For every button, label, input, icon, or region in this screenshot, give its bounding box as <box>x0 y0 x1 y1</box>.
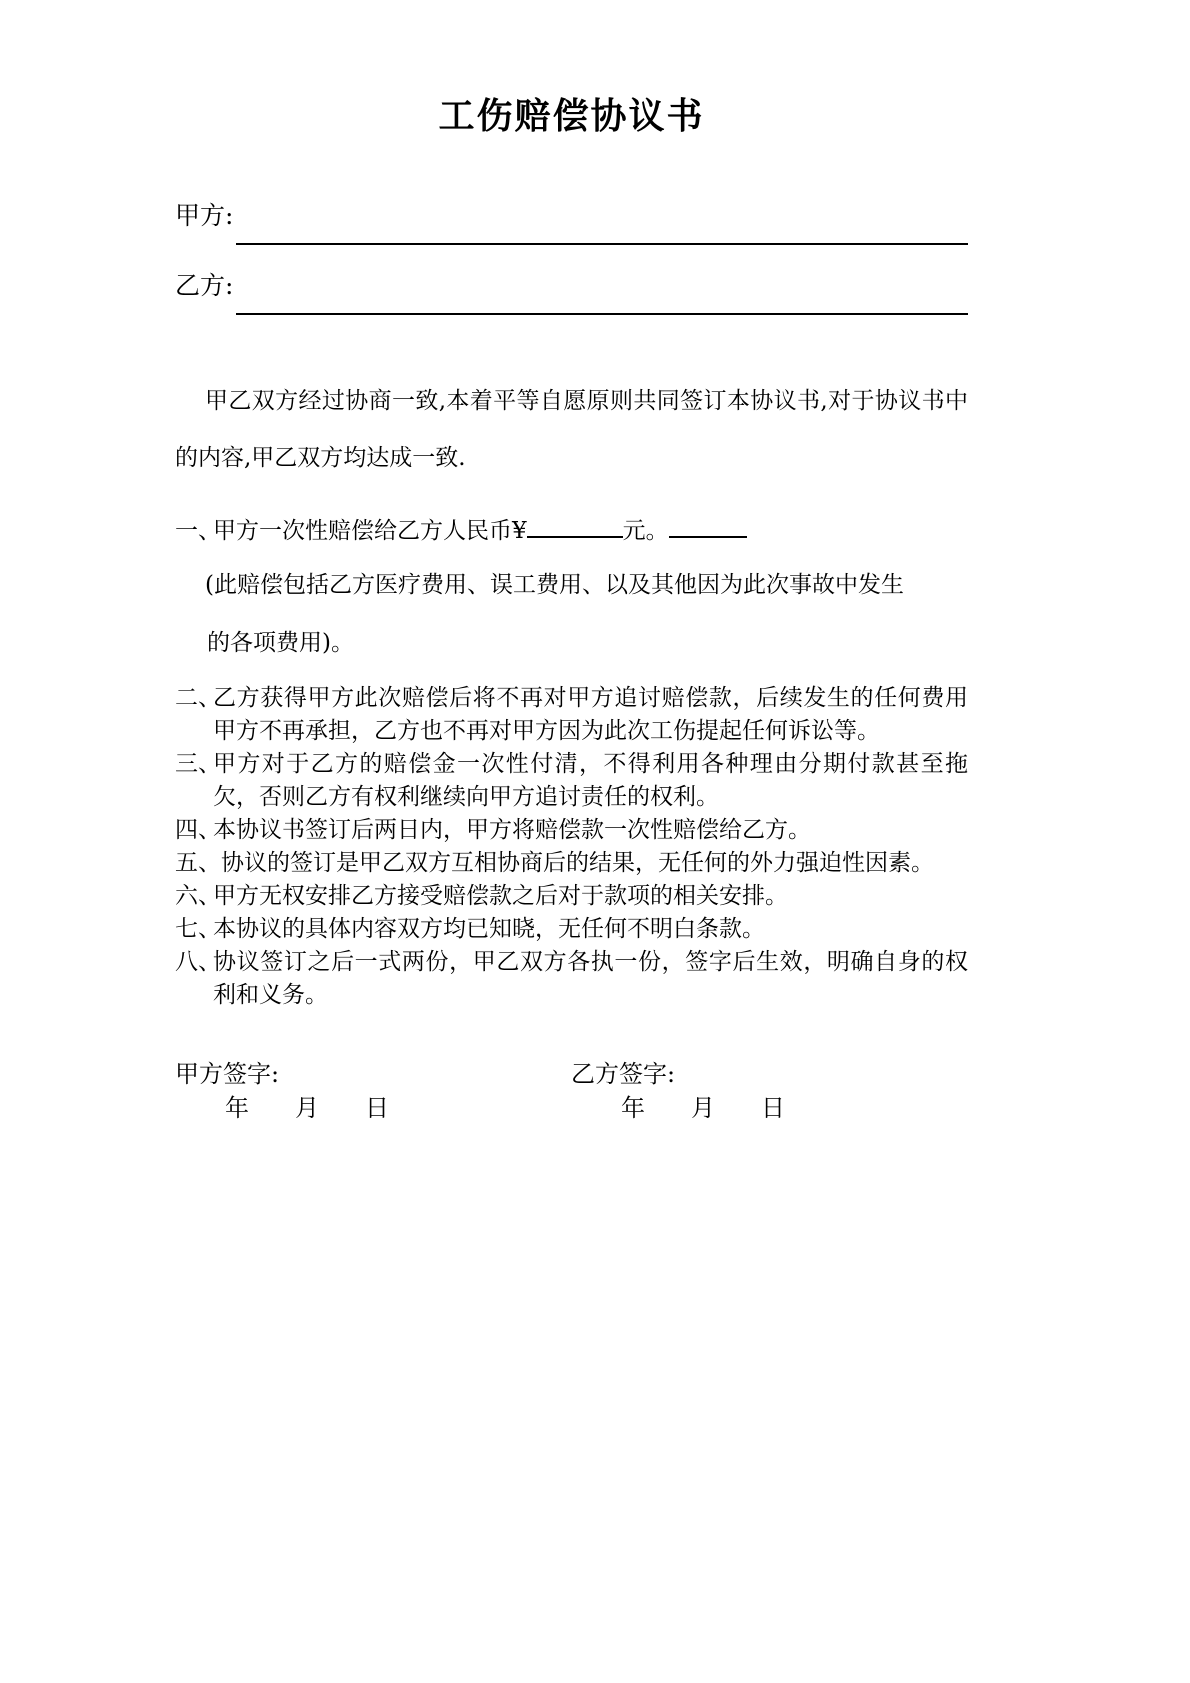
clause-one-note <box>175 556 968 672</box>
clause-one-number: 一、 <box>175 518 221 544</box>
clause-one-text: 甲方一次性赔偿给乙方人民币¥ <box>213 518 527 544</box>
clause-item-6-text: 甲方无权安排乙方接受赔偿款之后对于款项的相关安排。 <box>213 883 788 909</box>
clause-item-5-number: 五、 <box>175 850 221 876</box>
clause-item-2-number: 二、 <box>175 685 221 711</box>
clause-item-2 <box>175 682 968 748</box>
clause-item-5-text: 协议的签订是甲乙双方互相协商后的结果，无任何的外力强迫性因素。 <box>221 850 934 876</box>
clause-one-note-line2: 的各项费用)。 <box>207 630 354 656</box>
clause-item-8-text: 协议签订之后一式两份，甲乙双方各执一份，签字后生效，明确自身的权利和义务。 <box>213 949 968 1008</box>
clause-one-unit: 元。 <box>622 518 669 544</box>
clause-item-8 <box>175 946 968 1012</box>
party-b-signature-label: 乙方签字: <box>571 1060 676 1088</box>
clause-item-7-text: 本协议的具体内容双方均已知晓，无任何不明白条款。 <box>213 916 765 942</box>
party-b-blank-line <box>236 271 968 315</box>
clause-item-4-number: 四、 <box>175 817 221 843</box>
clause-item-7 <box>175 913 968 946</box>
clause-list <box>175 682 968 1012</box>
clause-one-note-line1: (此赔偿包括乙方医疗费用、误工费用、以及其他因为此次事故中发生 <box>205 572 904 598</box>
clause-item-3-text: 甲方对于乙方的赔偿金一次性付清，不得利用各种理由分期付款甚至拖欠，否则乙方有权利继续向甲方追讨责任的权利。 <box>213 751 968 810</box>
clause-item-5 <box>175 847 968 880</box>
amount-blank-line <box>527 513 623 538</box>
party-a-date-line <box>175 1092 571 1124</box>
party-b-month-label: 月 <box>691 1094 715 1122</box>
party-a-day-label: 日 <box>365 1094 389 1122</box>
clause-item-3-number: 三、 <box>175 751 221 777</box>
document-title: 工伤赔偿协议书 <box>438 95 705 137</box>
clause-item-8-number: 八、 <box>175 949 221 975</box>
party-a-blank-line <box>236 201 968 245</box>
party-b-signature-column <box>571 1058 831 1124</box>
clause-one <box>175 510 968 552</box>
party-b-field <box>175 271 968 315</box>
clause-item-4 <box>175 814 968 847</box>
party-b-date-line <box>571 1092 831 1124</box>
signature-section <box>175 1058 968 1124</box>
intro-paragraph: 甲乙双方经过协商一致,本着平等自愿原则共同签订本协议书,对于协议书中的内容,甲乙双方均达成一致. <box>175 388 968 471</box>
party-a-signature-label: 甲方签字: <box>175 1060 280 1088</box>
clause-item-7-number: 七、 <box>175 916 221 942</box>
party-a-field <box>175 201 968 245</box>
party-b-year-label: 年 <box>621 1094 645 1122</box>
party-a-label: 甲方: <box>175 201 234 230</box>
clause-item-3 <box>175 748 968 814</box>
trailing-blank-line <box>669 513 747 538</box>
clause-item-6 <box>175 880 968 913</box>
party-a-month-label: 月 <box>295 1094 319 1122</box>
party-b-day-label: 日 <box>761 1094 785 1122</box>
clause-item-2-text: 乙方获得甲方此次赔偿后将不再对甲方追讨赔偿款，后续发生的任何费用甲方不再承担，乙方也不再对甲方因为此次工伤提起任何诉讼等。 <box>213 685 968 744</box>
clause-item-4-text: 本协议书签订后两日内，甲方将赔偿款一次性赔偿给乙方。 <box>213 817 811 843</box>
party-b-label: 乙方: <box>175 271 234 300</box>
clause-item-6-number: 六、 <box>175 883 221 909</box>
party-a-signature-column <box>175 1058 571 1124</box>
party-a-year-label: 年 <box>225 1094 249 1122</box>
